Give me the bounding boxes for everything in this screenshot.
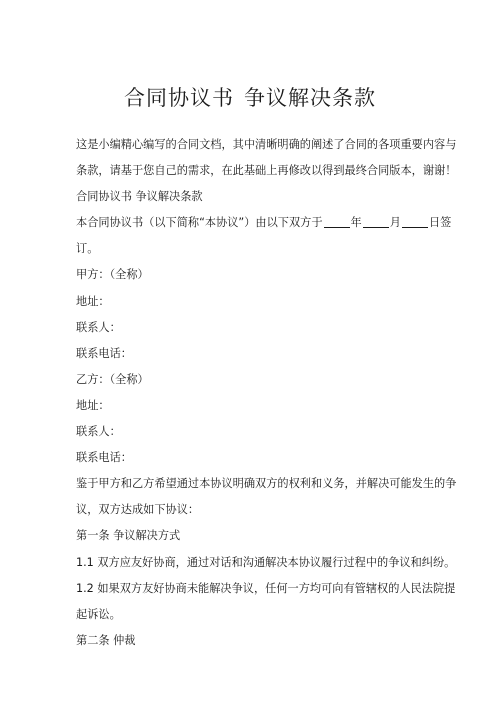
party-a-phone: 联系电话： (76, 346, 132, 360)
party-a: 甲方：（全称） (76, 268, 149, 282)
party-b-address: 地址： (76, 398, 110, 412)
subtitle: 合同协议书 争议解决条款 (76, 190, 203, 204)
party-a-contact: 联系人： (76, 320, 121, 334)
party-a-address: 地址： (76, 294, 110, 308)
clause-1-2-line-1: 1.2 如果双方友好协商未能解决争议，任何一方均可向有管辖权的人民法院提 (76, 581, 456, 595)
agreement-tail: 订。 (76, 242, 99, 256)
document-title (76, 84, 424, 112)
day-blank (402, 215, 428, 228)
date-year: 年 (350, 216, 362, 230)
agreement-line (76, 210, 452, 236)
date-month: 月 (389, 216, 401, 230)
date-day: 日签 (428, 216, 452, 230)
article-2-heading: 第二条 仲裁 (76, 633, 136, 647)
title-part-2: 争议解决条款 (244, 86, 376, 110)
title-part-1: 合同协议书 (124, 86, 234, 110)
party-b: 乙方：（全称） (76, 372, 149, 386)
preamble-line-2: 议，双方达成如下协议： (76, 503, 200, 517)
clause-1-1: 1.1 双方应友好协商，通过对话和沟通解决本协议履行过程中的争议和纠纷。 (76, 555, 456, 569)
document-body (76, 132, 457, 654)
clause-1-2-line-2: 起诉讼。 (76, 607, 121, 621)
party-b-contact: 联系人： (76, 425, 121, 439)
article-1-heading: 第一条 争议解决方式 (76, 529, 181, 543)
intro-line-1: 这是小编精心编写的合同文档，其中清晰明确的阐述了合同的各项重要内容与 (76, 138, 457, 151)
year-blank (324, 215, 350, 228)
party-b-phone: 联系电话： (76, 451, 132, 465)
month-blank (363, 215, 389, 228)
agreement-prefix: 本合同协议书（以下简称“本协议”）由以下双方于 (76, 216, 323, 230)
intro-line-2: 条款，请基于您自己的需求，在此基础上再修改以得到最终合同版本，谢谢！ (76, 164, 457, 178)
preamble-line-1: 鉴于甲方和乙方希望通过本协议明确双方的权利和义务，并解决可能发生的争 (76, 477, 457, 491)
